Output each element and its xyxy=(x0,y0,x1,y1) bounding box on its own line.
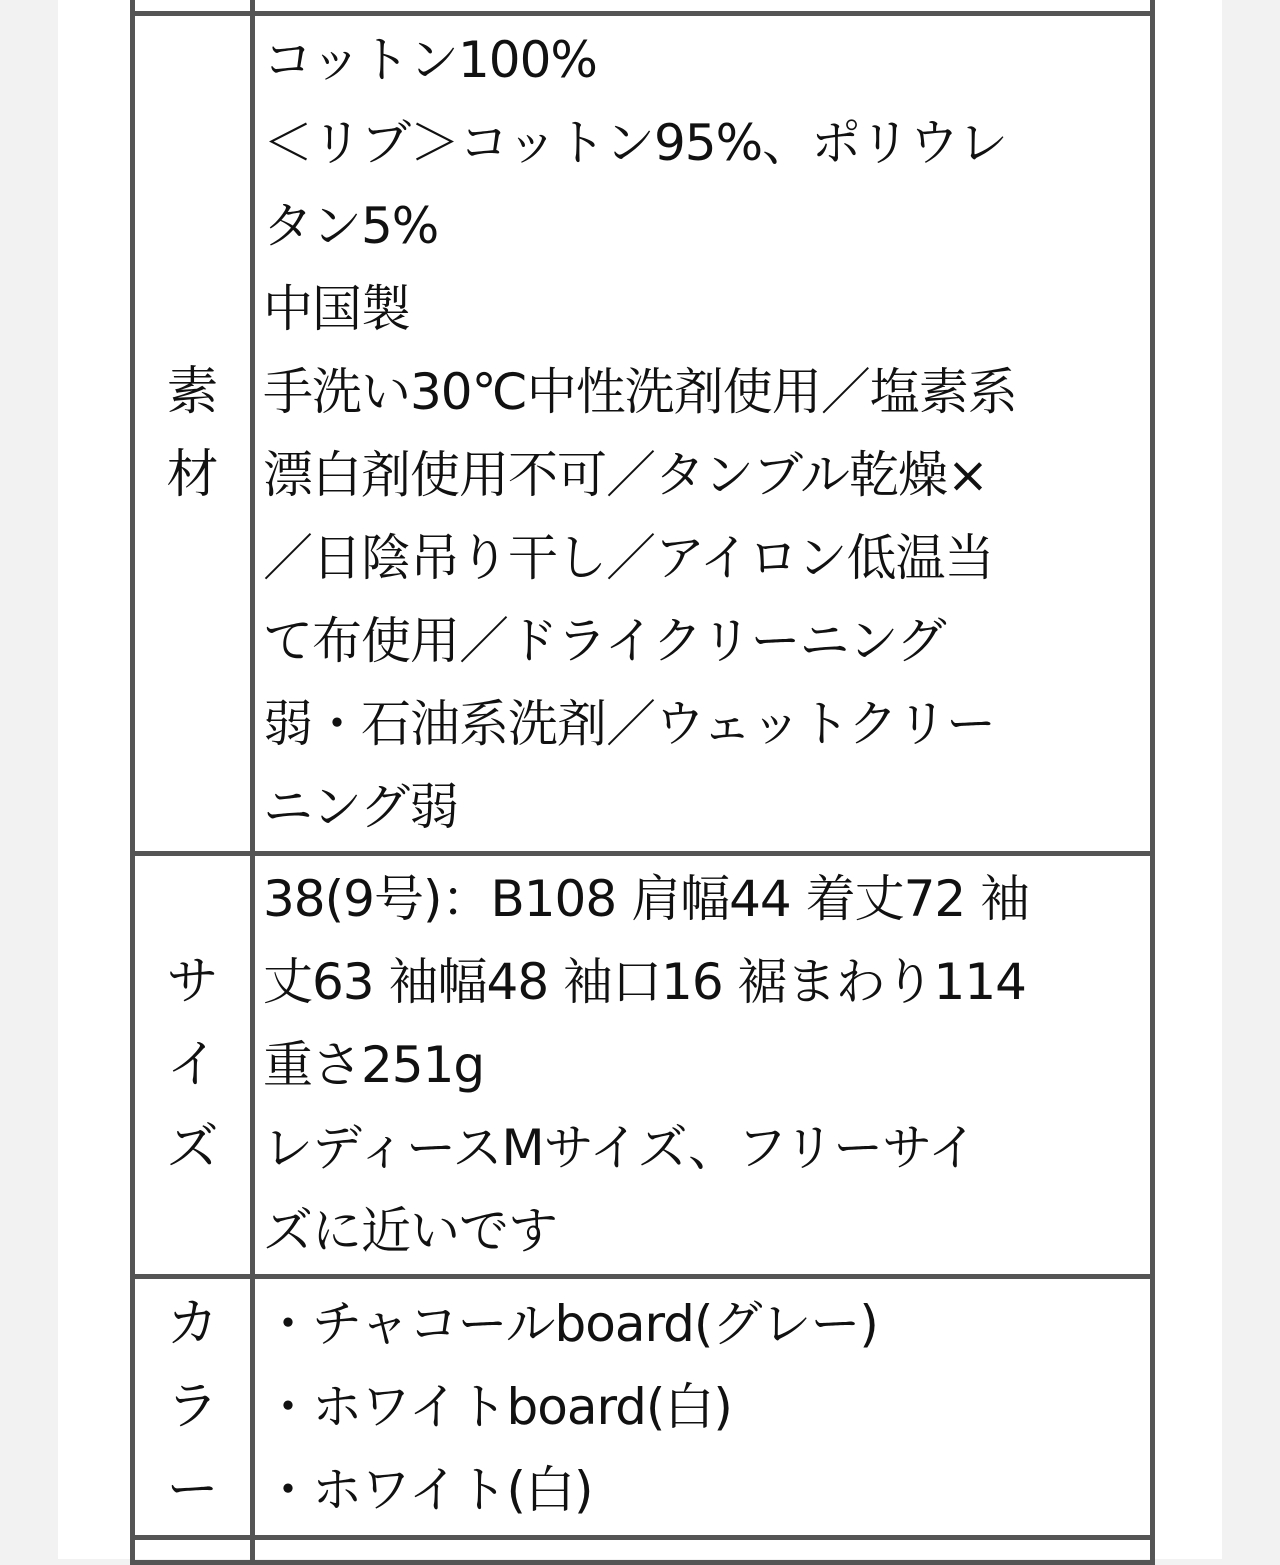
material-line: 中国製 xyxy=(263,279,410,338)
material-line: ／日陰吊り干し／アイロン低温当 xyxy=(263,528,994,587)
table-cell-previous-label xyxy=(133,0,253,14)
color-value-cell xyxy=(253,1277,1153,1538)
material-line: 手洗い30℃中性洗剤使用／塩素系 xyxy=(263,362,1017,421)
color-line: ・ホワイト(白) xyxy=(263,1460,593,1519)
material-line: 弱・石油系洗剤／ウェットクリー xyxy=(263,694,995,753)
table-cell-previous-value xyxy=(253,0,1153,14)
size-line: レディースMサイズ、フリーサイ xyxy=(263,1118,977,1177)
size-value-cell xyxy=(253,854,1153,1277)
size-label-cell xyxy=(133,854,253,1277)
size-line: 38(9号)：B108 肩幅44 着丈72 袖 xyxy=(263,869,1030,928)
table-row-previous xyxy=(133,0,1153,14)
table-row-size xyxy=(133,854,1153,1277)
material-line: コットン100% xyxy=(263,30,597,89)
table-row-material xyxy=(133,14,1153,854)
color-label-cell xyxy=(133,1277,253,1538)
material-line: て布使用／ドライクリーニング xyxy=(263,611,946,670)
material-value-cell xyxy=(253,14,1153,854)
color-label: カラー xyxy=(166,1293,219,1520)
size-line: 丈63 袖幅48 袖口16 裾まわり114 xyxy=(263,952,1026,1011)
material-label: 素材 xyxy=(166,361,219,505)
size-label: サイズ xyxy=(166,951,219,1178)
size-line: 重さ251g xyxy=(263,1035,485,1094)
color-line: ・チャコールboard(グレー) xyxy=(263,1294,878,1353)
color-line: ・ホワイトboard(白) xyxy=(263,1377,732,1436)
material-line: 漂白剤使用不可／タンブル乾燥× xyxy=(263,445,988,504)
product-spec-table xyxy=(130,0,1155,1565)
material-line: タン5% xyxy=(263,196,439,255)
material-line: ＜リブ＞コットン95%、ポリウレ xyxy=(263,113,1008,172)
material-label-cell xyxy=(133,14,253,854)
size-line: ズに近いです xyxy=(263,1201,557,1260)
table-row-color xyxy=(133,1277,1153,1538)
material-line: ニング弱 xyxy=(263,777,458,836)
